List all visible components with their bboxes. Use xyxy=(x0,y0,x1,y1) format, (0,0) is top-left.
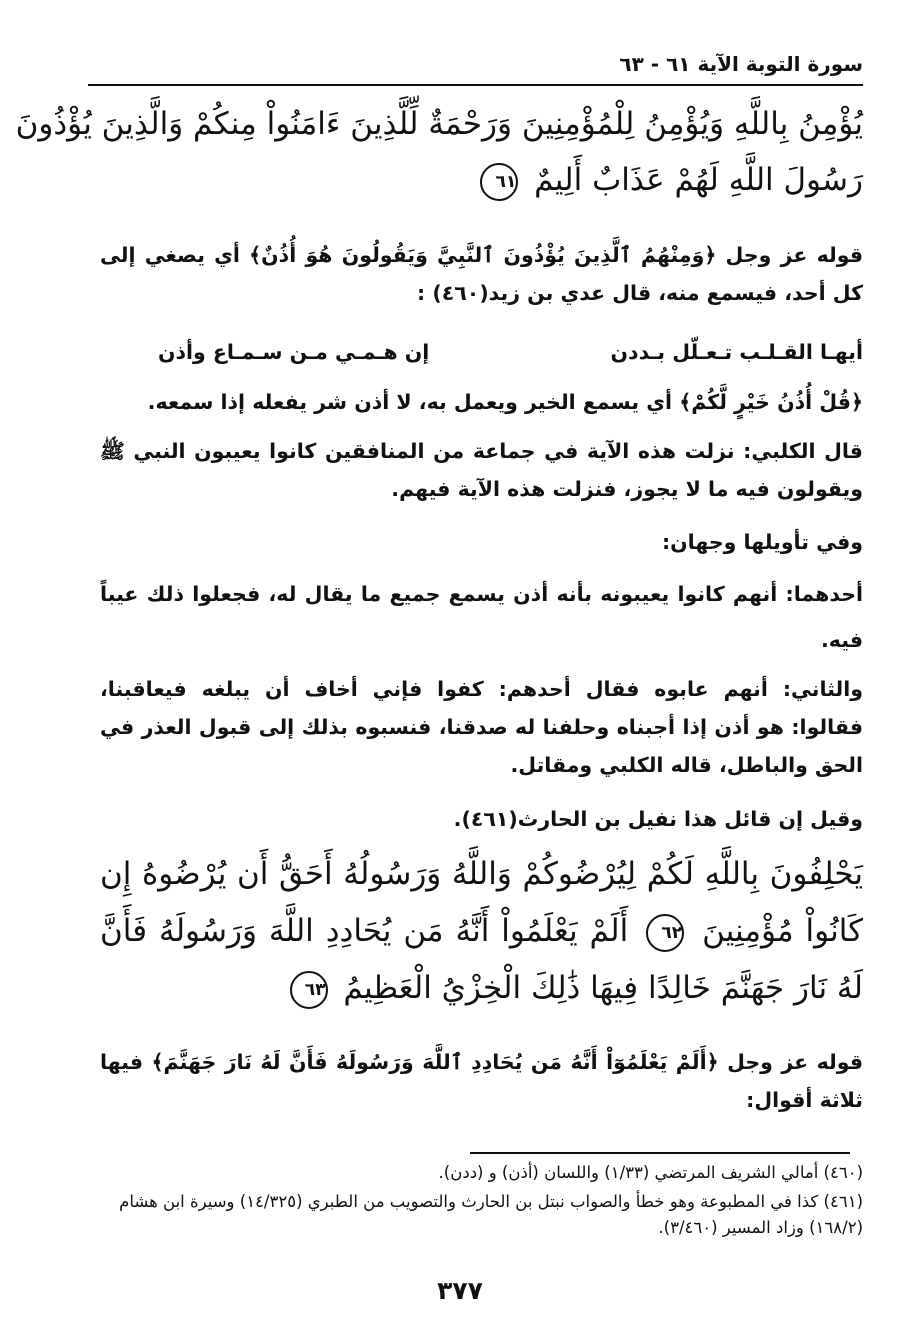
paragraph: قوله عز وجل ﴿وَمِنْهُمُ ٱلَّذِينَ يُؤْذُونَ ٱلنَّبِيَّ وَيَقُولُونَ هُوَ أُذُنٌ﴾ أي يصغي إلى كل أحد، فيسمع منه، قال عدي بن زيد(٤٦٠) : xyxy=(100,243,863,305)
footnote: (٤٦٠) أمالي الشريف المرتضي (١/٣٣) واللسان (أذن) و (ددن). xyxy=(438,1163,863,1182)
poem-hemistich-right: أيهـا القـلـب تـعـلّل بـددن xyxy=(610,340,863,364)
running-header: سورة التوبة الآية ٦١ - ٦٣ xyxy=(619,52,863,76)
paragraph: وفي تأويلها وجهان: xyxy=(661,530,863,554)
quran-verse-line: يَحْلِفُونَ بِاللَّهِ لَكُمْ لِيُرْضُوكُمْ وَاللَّهُ وَرَسُولُهُ أَحَقُّ أَن يُرْضُوهُ إِن xyxy=(100,856,863,892)
paragraph: وقيل إن قائل هذا نفيل بن الحارث(٤٦١). xyxy=(453,807,863,831)
paragraph: ﴿قُلْ أُذُنُ خَيْرٍ لَّكُمْ﴾ أي يسمع الخير ويعمل به، لا أذن شر يفعله إذا سمعه. xyxy=(147,390,863,414)
quran-verse-line xyxy=(100,152,863,208)
quran-verse-text: لَهُ نَارَ جَهَنَّمَ خَالِدًا فِيهَا ذَٰلِكَ الْخِزْيُ الْعَظِيمُ xyxy=(343,970,863,1006)
ayah-number-icon: ٦٢ xyxy=(646,914,684,952)
paragraph: أحدهما: أنهم كانوا يعيبونه بأنه أذن يسمع جميع ما يقال له، فجعلوا ذلك عيباً فيه. xyxy=(100,582,863,652)
poem-hemistich-left: إن هـمـي مـن سـمـاع وأذن xyxy=(158,340,430,364)
footnote: (٤٦١) كذا في المطبوعة وهو خطأ والصواب نبتل بن الحارث والتصويب من الطبري (١٤/٣٢٥) وسيرة ابن هشام (١٦٨/٢) وزاد المسير (٣/٤٦٠). xyxy=(119,1192,863,1237)
ayah-number-icon: ٦٣ xyxy=(290,971,328,1009)
quran-verse-line: يُؤْمِنُ بِاللَّهِ وَيُؤْمِنُ لِلْمُؤْمِنِينَ وَرَحْمَةٌ لِّلَّذِينَ ءَامَنُواْ مِنكُمْ وَالَّذِينَ يُؤْذُونَ xyxy=(15,106,863,142)
header-rule xyxy=(88,84,863,86)
footnote-rule xyxy=(470,1152,850,1154)
paragraph: والثاني: أنهم عابوه فقال أحدهم: كفوا فإني أخاف أن يبلغه فيعاقبنا، فقالوا: هو أذن إذا أجبناه وحلفنا له صدقنا، فنسبوه بذلك إلى قبول العذر في الحق والباطل، قاله الكلبي ومقاتل. xyxy=(100,677,863,777)
quran-verse-line xyxy=(100,903,863,959)
ayah-number-icon: ٦١ xyxy=(480,163,518,201)
paragraph: قوله عز وجل ﴿أَلَمْ يَعْلَمُوٓاْ أَنَّهُ مَن يُحَادِدِ ٱللَّهَ وَرَسُولَهُ فَأَنَّ لَهُ نَارَ جَهَنَّمَ﴾ فيها ثلاثة أقوال: xyxy=(100,1050,863,1112)
quran-verse-text: رَسُولَ اللَّهِ لَهُمْ عَذَابٌ أَلِيمٌ xyxy=(534,162,863,198)
quran-verse-text: كَانُواْ مُؤْمِنِينَ xyxy=(702,913,863,949)
quran-verse-text: أَلَمْ يَعْلَمُواْ أَنَّهُ مَن يُحَادِدِ اللَّهَ وَرَسُولَهُ فَأَنَّ xyxy=(100,913,629,949)
quran-verse-line xyxy=(100,960,863,1016)
paragraph: قال الكلبي: نزلت هذه الآية في جماعة من المنافقين كانوا يعيبون النبي ﷺ ويقولون فيه ما لا يجوز، فنزلت هذه الآية فيهم. xyxy=(100,439,863,501)
page-number: ٣٧٧ xyxy=(437,1276,483,1305)
